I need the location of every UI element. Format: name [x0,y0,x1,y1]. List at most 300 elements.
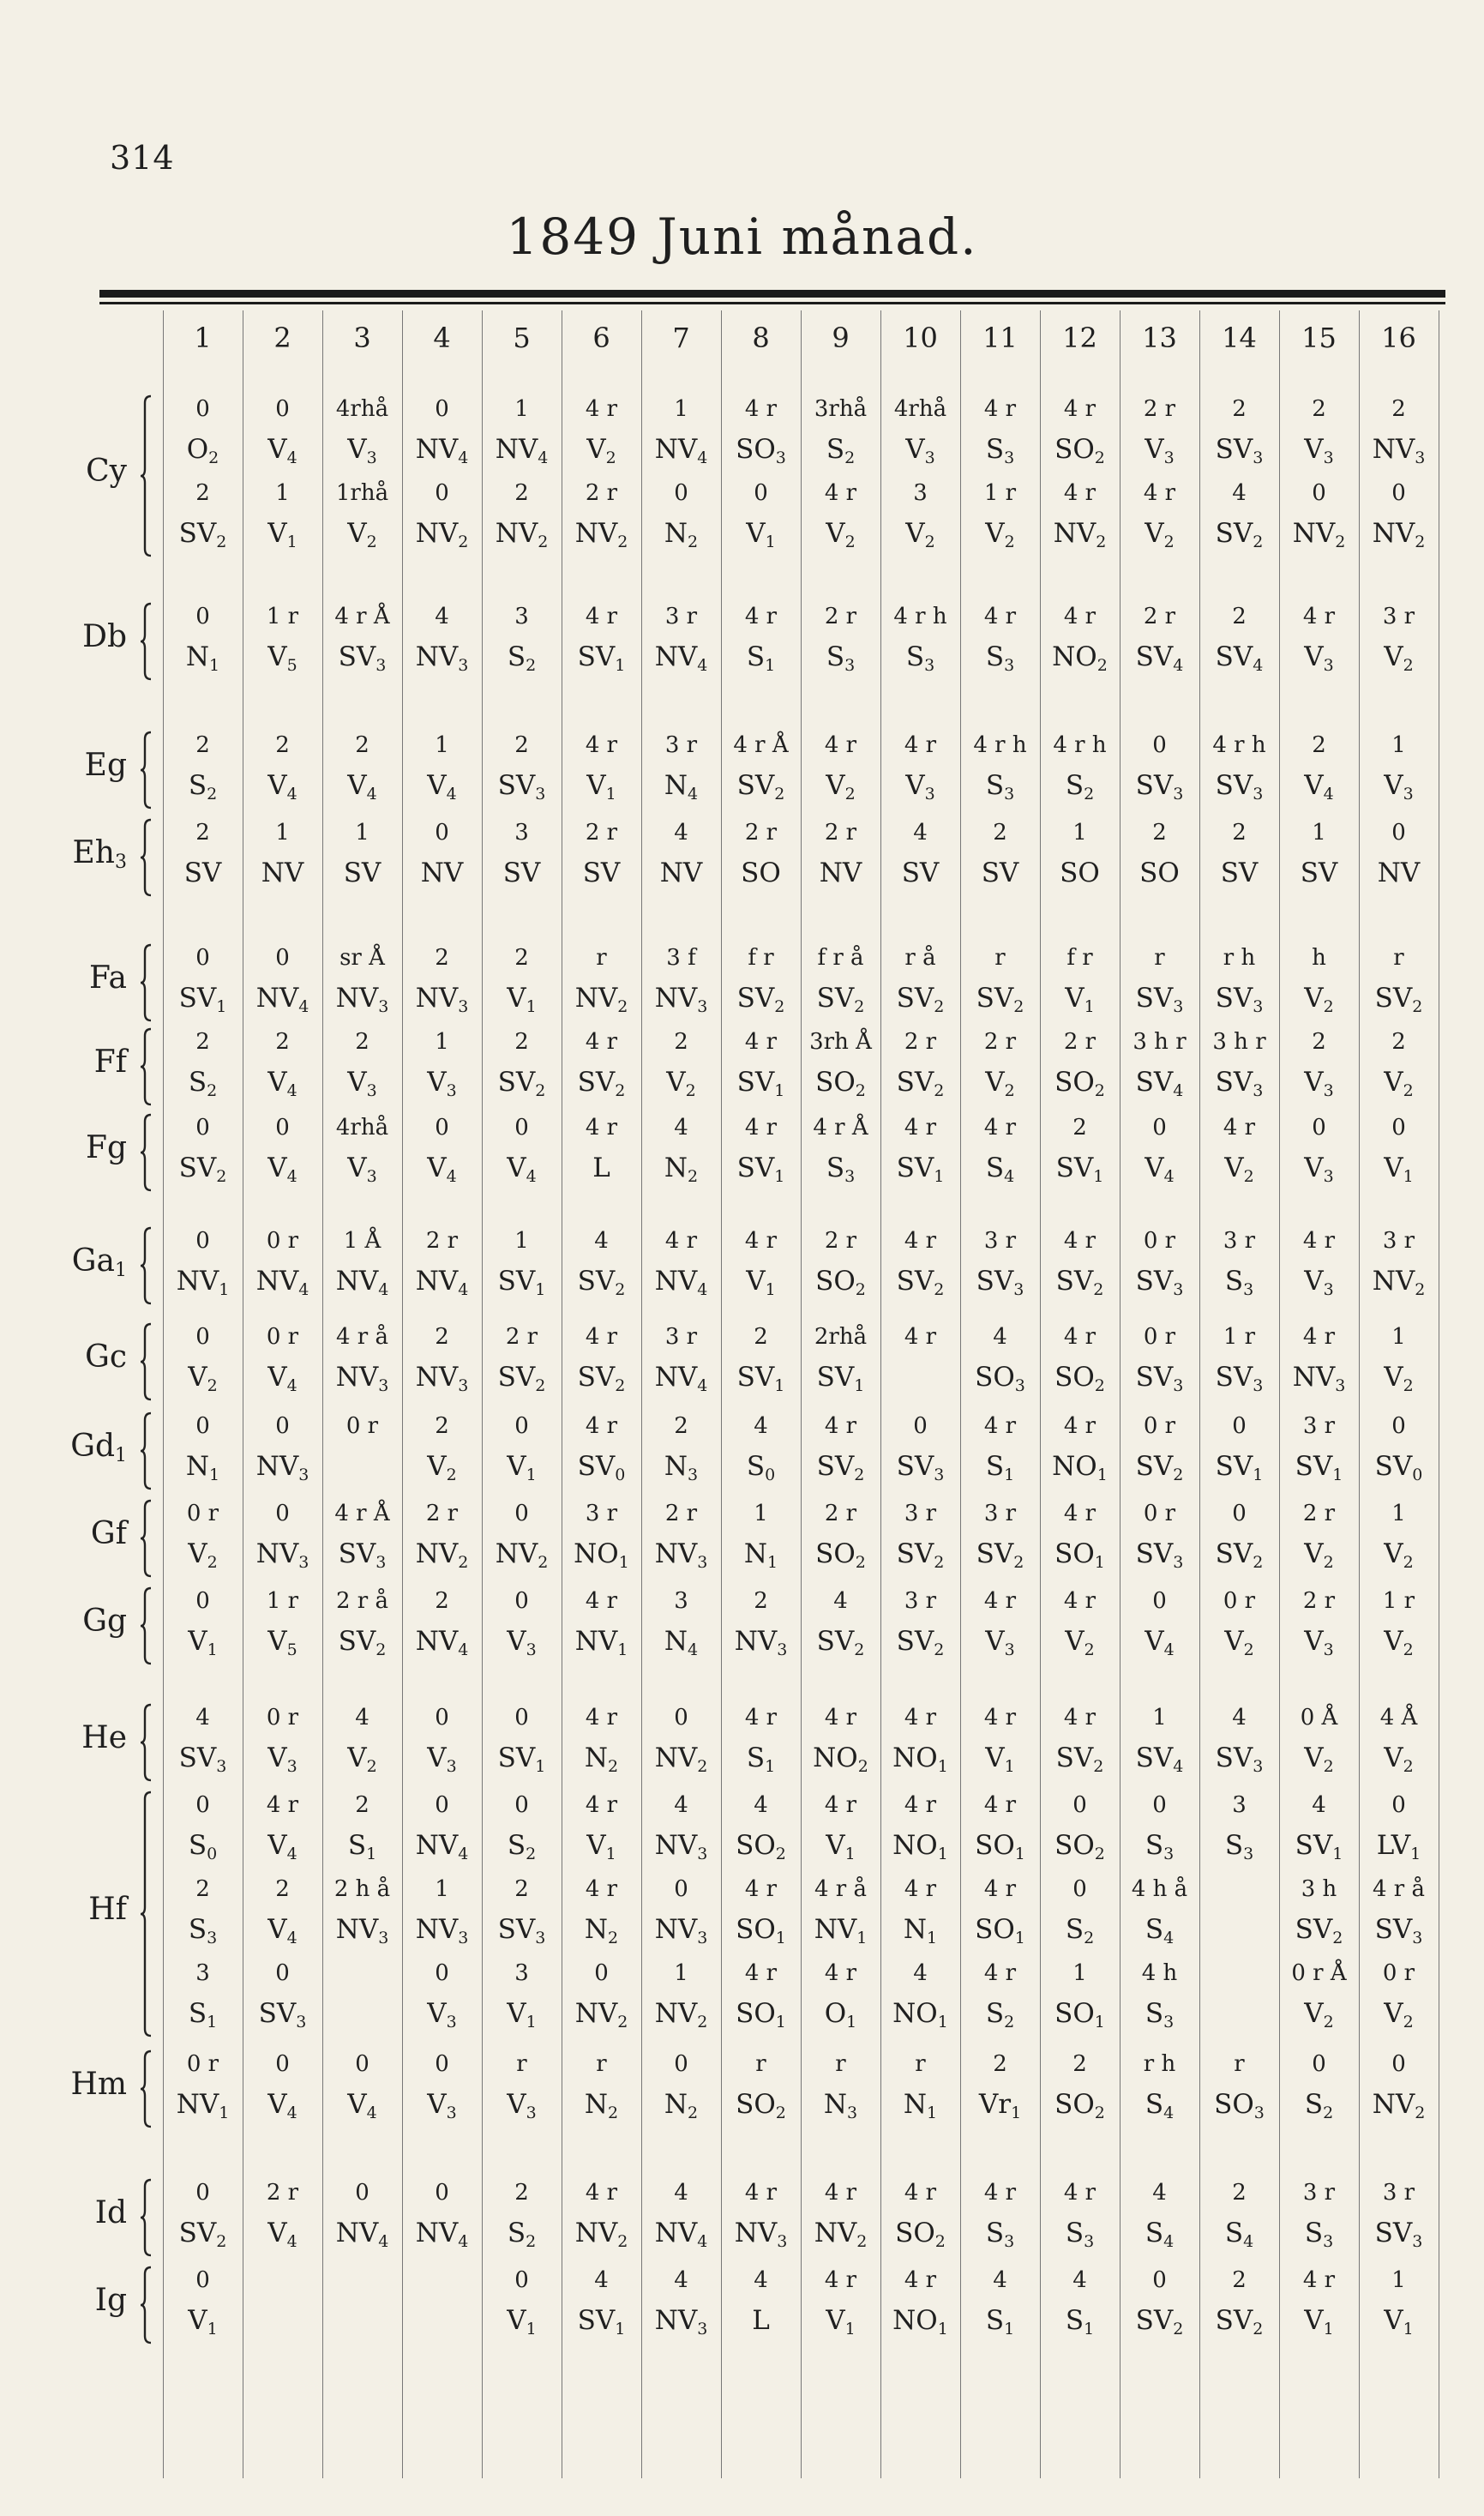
wind-cell: $V_3$ [905,434,935,467]
wind-cell: $V_1$ [507,983,537,1016]
wind-cell: $O_2$ [186,434,219,467]
sky-cell: 4 r [744,1115,778,1141]
sky-cell: 4 r [585,732,618,758]
sky-cell: 2 r [1302,1588,1336,1614]
sky-cell: 2 [1232,2180,1247,2206]
sky-cell: 4 r [585,2180,618,2206]
sky-cell: 0 [275,396,290,422]
wind-cell: $NV_3$ [415,641,469,675]
wind-cell: $S_1$ [985,1451,1015,1484]
sky-cell: 3 [1232,1792,1247,1818]
wind-cell: $V_2$ [1304,1538,1334,1572]
sky-cell: 2 [275,1876,290,1902]
sky-cell: 0 [275,945,290,971]
sky-cell: 1 [435,1029,449,1055]
sky-cell: 4 [674,1792,688,1818]
sky-cell: 4 r [664,1228,698,1254]
sky-cell: 2 [1072,1115,1087,1141]
sky-cell: 0 [435,396,449,422]
column-header: 5 [513,322,531,354]
sky-cell: 1 [514,1228,529,1254]
column-header: 10 [903,322,938,354]
wind-cell: $V_4$ [427,1153,457,1186]
wind-cell: $SV_2$ [816,1451,865,1484]
sky-cell: 1 [514,396,529,422]
sky-cell: 4 r [1302,1324,1336,1350]
sky-cell: 3 [514,820,529,846]
wind-cell: $V_2$ [347,1743,377,1776]
wind-cell: $V_4$ [347,2089,377,2122]
sky-cell: 0 [195,2180,210,2206]
sky-cell: 2 [1312,1029,1326,1055]
wind-cell: $SV_3$ [178,1743,227,1776]
wind-cell: $V_4$ [267,2218,297,2251]
sky-cell: 0 [275,1413,290,1439]
wind-cell: $V_2$ [1384,1538,1414,1572]
brace-icon [139,602,154,681]
wind-cell: $SV_2$ [497,1362,546,1395]
wind-cell: $SO_2$ [815,1538,866,1572]
sky-cell: 0 [275,1960,290,1986]
sky-cell: 0 [195,1413,210,1439]
wind-cell: $NV_2$ [814,2218,868,2251]
wind-cell: $S_2$ [507,2218,537,2251]
sky-cell: 1 [1152,1705,1167,1731]
wind-cell: $SV_4$ [1135,1067,1184,1100]
sky-cell: 2 [993,820,1007,846]
wind-cell: $SV_3$ [497,770,546,804]
sky-cell: 4 r [983,1115,1017,1141]
station-label: Fa [89,960,127,996]
sky-cell: 4 r [983,1413,1017,1439]
wind-cell: $NV_3$ [654,2305,708,2338]
wind-cell: $NV_4$ [335,2218,389,2251]
station-label: Hm [70,2067,127,2102]
sky-cell: 1 Å [343,1228,382,1254]
wind-cell: L [592,1153,610,1183]
wind-cell: $NV_4$ [255,1266,309,1299]
sky-cell: 1 [1072,820,1087,846]
wind-cell: SV [1300,858,1338,888]
sky-cell: 2 [195,732,210,758]
column-divider [1279,310,1280,2478]
wind-cell: $V_4$ [347,770,377,804]
sky-cell: 0 [195,396,210,422]
sky-cell: 4 r [1143,480,1176,506]
column-divider [1120,310,1121,2478]
sky-cell: 0 [1152,1588,1167,1614]
sky-cell: r å [904,945,936,971]
wind-cell: $SV_2$ [1055,1743,1104,1776]
wind-cell: $N_1$ [903,1914,938,1947]
sky-cell: 2 [435,945,449,971]
wind-cell: $S_2$ [188,1067,218,1100]
column-header: 14 [1222,322,1257,354]
sky-cell: 4 [754,2267,768,2293]
wind-cell: $N_4$ [664,1626,699,1659]
sky-cell: h [1312,945,1326,971]
wind-cell: $SV_2$ [577,1362,626,1395]
wind-cell: $SV_2$ [896,1626,945,1659]
wind-cell: $Vr_1$ [978,2089,1022,2122]
sky-cell: 4 r [824,1705,857,1731]
sky-cell: 2 h å [333,1876,391,1902]
page-number: 314 [110,139,175,177]
sky-cell: 4 [913,820,928,846]
wind-cell: $NV_2$ [654,1998,708,2031]
sky-cell: 0 [514,1588,529,1614]
column-divider [1040,310,1041,2478]
sky-cell: 0 [195,1228,210,1254]
sky-cell: 2 r [1143,604,1176,629]
wind-cell: $S_2$ [188,770,218,804]
sky-cell: 2 [1232,2267,1247,2293]
brace-icon [139,2050,154,2128]
brace-icon [139,2178,154,2257]
column-header: 15 [1301,322,1337,354]
sky-cell: 2 [1391,1029,1406,1055]
sky-cell: 2 r [505,1324,538,1350]
wind-cell: $SO_2$ [1054,1067,1105,1100]
sky-cell: 3 r [664,1324,698,1350]
column-header: 13 [1142,322,1177,354]
sky-cell: 1 [1072,1960,1087,1986]
wind-cell: $SV_1$ [736,1067,785,1100]
wind-cell: $SV_2$ [1055,1266,1104,1299]
sky-cell: 1 [1391,1501,1406,1526]
column-header: 1 [194,322,212,354]
wind-cell: $NO_1$ [892,2305,948,2338]
station-label: $Ga_1$ [71,1243,127,1281]
sky-cell: 0 r [1382,1960,1415,1986]
sky-cell: 0 [1391,2051,1406,2077]
wind-cell: $V_4$ [267,1914,297,1947]
wind-cell: NV [1377,858,1421,888]
sky-cell: 2 [435,1413,449,1439]
sky-cell: 4 r [824,1413,857,1439]
wind-cell: $V_2$ [1384,1362,1414,1395]
wind-cell: $V_4$ [507,1153,537,1186]
wind-cell: $NV_3$ [654,1914,708,1947]
station-label: Fg [85,1130,127,1165]
sky-cell: 2 [195,820,210,846]
sky-cell: 3 h r [1212,1029,1266,1055]
brace-icon [139,1499,154,1578]
sky-cell: 2 r [824,820,857,846]
sky-cell: 3 r [1382,2180,1415,2206]
wind-cell: $NV_3$ [335,1362,389,1395]
sky-cell: 4 r [1063,1705,1096,1731]
wind-cell: $SV_2$ [178,518,227,551]
station-label: Gg [82,1604,127,1639]
sky-cell: 0 [435,1960,449,1986]
wind-cell: $NV_1$ [176,1266,230,1299]
wind-cell: NV [420,858,464,888]
wind-cell: $NV_4$ [415,1266,469,1299]
wind-cell: $V_5$ [267,1626,297,1659]
sky-cell: 2 [275,732,290,758]
sky-cell: 4 r [983,1705,1017,1731]
wind-cell: $SO_1$ [736,1998,786,2031]
wind-cell: NV [819,858,862,888]
column-divider [1359,310,1360,2478]
wind-cell: $V_3$ [507,1626,537,1659]
sky-cell: 0 [275,2051,290,2077]
wind-cell: $V_1$ [586,1830,616,1863]
wind-cell: $V_3$ [905,770,935,804]
sky-cell: 2 r å [335,1588,388,1614]
sky-cell: 4 r [744,1876,778,1902]
sky-cell: 4 r h [1053,732,1107,758]
wind-cell: $V_1$ [826,1830,856,1863]
wind-cell: $V_1$ [586,770,616,804]
wind-cell: $N_3$ [664,1451,699,1484]
sky-cell: 0 [514,1792,529,1818]
station-label: Ff [93,1044,127,1080]
sky-cell: 0 [1072,1792,1087,1818]
brace-icon [139,943,154,1022]
sky-cell: 0 r [1143,1413,1176,1439]
wind-cell: $SV_3$ [1135,1538,1184,1572]
wind-cell: $NV_1$ [574,1626,628,1659]
wind-cell: $S_3$ [1304,2218,1334,2251]
wind-cell: $NV_3$ [1372,434,1426,467]
station-label: $Eh_3$ [72,835,127,873]
wind-cell: $N_1$ [185,1451,220,1484]
sky-cell: 4 [674,1115,688,1141]
wind-cell: $V_1$ [746,518,776,551]
sky-cell: 2 r [664,1501,698,1526]
wind-cell: SV [183,858,222,888]
wind-cell: $SO_1$ [1054,1998,1105,2031]
column-divider [721,310,722,2478]
wind-cell: $SO_1$ [975,1914,1025,1947]
wind-cell: $V_4$ [267,1362,297,1395]
wind-cell: $V_2$ [188,1538,218,1572]
wind-cell: $V_3$ [1304,1067,1334,1100]
sky-cell: 4 r [1063,1501,1096,1526]
wind-cell: $V_2$ [347,518,377,551]
sky-cell: 4 [1232,1705,1247,1731]
sky-cell: 3 f [666,945,696,971]
sky-cell: 4 r [1302,2267,1336,2293]
wind-cell: $S_2$ [1065,1914,1095,1947]
sky-cell: 2 r [1143,396,1176,422]
sky-cell: 4 r [824,2267,857,2293]
wind-cell: $V_1$ [985,1743,1015,1776]
wind-cell: $S_2$ [1304,2089,1334,2122]
sky-cell: 4 r [744,1029,778,1055]
wind-cell: $SO_2$ [736,2089,786,2122]
wind-cell: $SV_3$ [1135,983,1184,1016]
wind-cell: $NV_3$ [654,983,708,1016]
wind-cell: $SV_3$ [1374,1914,1423,1947]
sky-cell: 0 r [345,1413,379,1439]
sky-cell: r [596,2051,607,2077]
wind-cell: $SV_2$ [736,770,785,804]
wind-cell: $V_3$ [267,1743,297,1776]
wind-cell: $SV_3$ [1215,434,1264,467]
sky-cell: r [994,945,1006,971]
wind-cell: $SO_1$ [975,1830,1025,1863]
wind-cell: $V_3$ [1304,1153,1334,1186]
wind-cell: $NV_4$ [654,434,708,467]
wind-cell: $LV_1$ [1376,1830,1421,1863]
wind-cell: $V_2$ [586,434,616,467]
wind-cell: $NO_1$ [892,1830,948,1863]
wind-cell: $NO_2$ [813,1743,868,1776]
sky-cell: 0 [1312,2051,1326,2077]
sky-cell: 3 [913,480,928,506]
wind-cell: $SV_2$ [1215,1538,1264,1572]
wind-cell: $V_2$ [905,518,935,551]
wind-cell: $V_1$ [746,1266,776,1299]
wind-cell: $N_1$ [743,1538,778,1572]
sky-cell: 2 [514,480,529,506]
wind-cell: $SV_2$ [178,1153,227,1186]
wind-cell: $NO_1$ [574,1538,629,1572]
wind-cell: $V_2$ [188,1362,218,1395]
wind-cell: $NV_4$ [415,1830,469,1863]
column-header: 4 [433,322,451,354]
wind-cell: $SO_1$ [736,1914,786,1947]
sky-cell: 0 [435,1705,449,1731]
sky-cell: 0 [1232,1413,1247,1439]
wind-cell: $SV_2$ [1215,2305,1264,2338]
wind-cell: $SV_2$ [816,1626,865,1659]
sky-cell: 3 r [585,1501,618,1526]
sky-cell: 3 r [664,604,698,629]
sky-cell: 4rhå [335,396,389,422]
sky-cell: 2 r [824,1501,857,1526]
sky-cell: 2 [195,480,210,506]
sky-cell: 0 [195,1324,210,1350]
sky-cell: 2 r [1063,1029,1096,1055]
sky-cell: 4 [1152,2180,1167,2206]
sky-cell: 4 r [585,1705,618,1731]
sky-cell: 1 [435,1876,449,1902]
sky-cell: 4 r [904,1115,937,1141]
brace-icon [139,731,154,810]
sky-cell: 2 [1072,2051,1087,2077]
sky-cell: 4 [355,1705,369,1731]
wind-cell: $V_1$ [1065,983,1095,1016]
column-header: 3 [353,322,371,354]
wind-cell: $V_3$ [427,1743,457,1776]
sky-cell: 0 [195,1792,210,1818]
column-divider [880,310,881,2478]
sky-cell: 2 [435,1588,449,1614]
sky-cell: 4 r [824,1792,857,1818]
sky-cell: 4rhå [893,396,947,422]
wind-cell: $SV_2$ [497,1067,546,1100]
wind-cell: $SV_1$ [736,1362,785,1395]
sky-cell: 0 [355,2051,369,2077]
station-label: He [81,1720,127,1755]
wind-cell: NV [659,858,703,888]
brace-icon [139,1226,154,1305]
sky-cell: 0 r [186,2051,219,2077]
wind-cell: SV [1220,858,1259,888]
wind-cell: $V_4$ [267,770,297,804]
wind-cell: $SV_4$ [1135,1743,1184,1776]
sky-cell: 4 r [983,1876,1017,1902]
sky-cell: 0 r [186,1501,219,1526]
sky-cell: 4 [674,2180,688,2206]
wind-cell: $S_2$ [826,434,856,467]
column-header: 8 [752,322,770,354]
sky-cell: 1 r [983,480,1017,506]
station-label: Id [94,2195,127,2230]
sky-cell: 0 r Å [1291,1960,1347,1986]
sky-cell: 0 [1072,1876,1087,1902]
sky-cell: 1 r [266,604,299,629]
wind-cell: $V_1$ [507,2305,537,2338]
sky-cell: 0 [1232,1501,1247,1526]
sky-cell: r [596,945,607,971]
sky-cell: 0 [1312,480,1326,506]
wind-cell: $V_3$ [1384,770,1414,804]
station-label: Cy [86,454,127,489]
wind-cell: $SV_2$ [1295,1914,1343,1947]
wind-cell: $SO_3$ [975,1362,1025,1395]
sky-cell: 2 r [824,1228,857,1254]
sky-cell: 0 [674,1705,688,1731]
wind-cell: $SV_1$ [497,1743,546,1776]
sky-cell: 4 r [744,396,778,422]
wind-cell: $S_3$ [1145,1998,1175,2031]
sky-cell: f r å [817,945,864,971]
sky-cell: 0 [913,1413,928,1439]
wind-cell: $S_3$ [1224,1830,1254,1863]
sky-cell: 3 [514,1960,529,1986]
wind-cell: SV [502,858,541,888]
column-divider [641,310,642,2478]
wind-cell: $SV_1$ [497,1266,546,1299]
sky-cell: 2 r [904,1029,937,1055]
sky-cell: 4 r [585,604,618,629]
sky-cell: 4 h å [1131,1876,1188,1902]
wind-cell: $N_4$ [664,770,699,804]
wind-cell: $S_3$ [985,434,1015,467]
wind-cell: $S_0$ [746,1451,776,1484]
sky-cell: 0 [435,2180,449,2206]
sky-cell: 4 r [904,1705,937,1731]
sky-cell: 0 [674,1876,688,1902]
wind-cell: $SO_2$ [1054,1362,1105,1395]
sky-cell: 4 r [983,1588,1017,1614]
wind-cell: $V_3$ [427,2089,457,2122]
sky-cell: 0 [754,480,768,506]
wind-cell: $NV_3$ [1292,1362,1346,1395]
sky-cell: 4 [674,820,688,846]
sky-cell: 3 r [904,1501,937,1526]
sky-cell: 2 [195,1029,210,1055]
sky-cell: 3 [195,1960,210,1986]
wind-cell: $S_1$ [347,1830,377,1863]
wind-cell: $V_2$ [1384,641,1414,675]
wind-cell: $N_2$ [664,1153,699,1186]
sky-cell: 2 r [983,1029,1017,1055]
column-divider [322,310,323,2478]
sky-cell: r [1393,945,1404,971]
sky-cell: 4 r å [335,1324,388,1350]
wind-cell: $N_1$ [903,2089,938,2122]
sky-cell: 4 r [1063,604,1096,629]
sky-cell: 4 r [904,2180,937,2206]
sky-cell: r h [1143,2051,1176,2077]
wind-cell: $V_1$ [507,1451,537,1484]
